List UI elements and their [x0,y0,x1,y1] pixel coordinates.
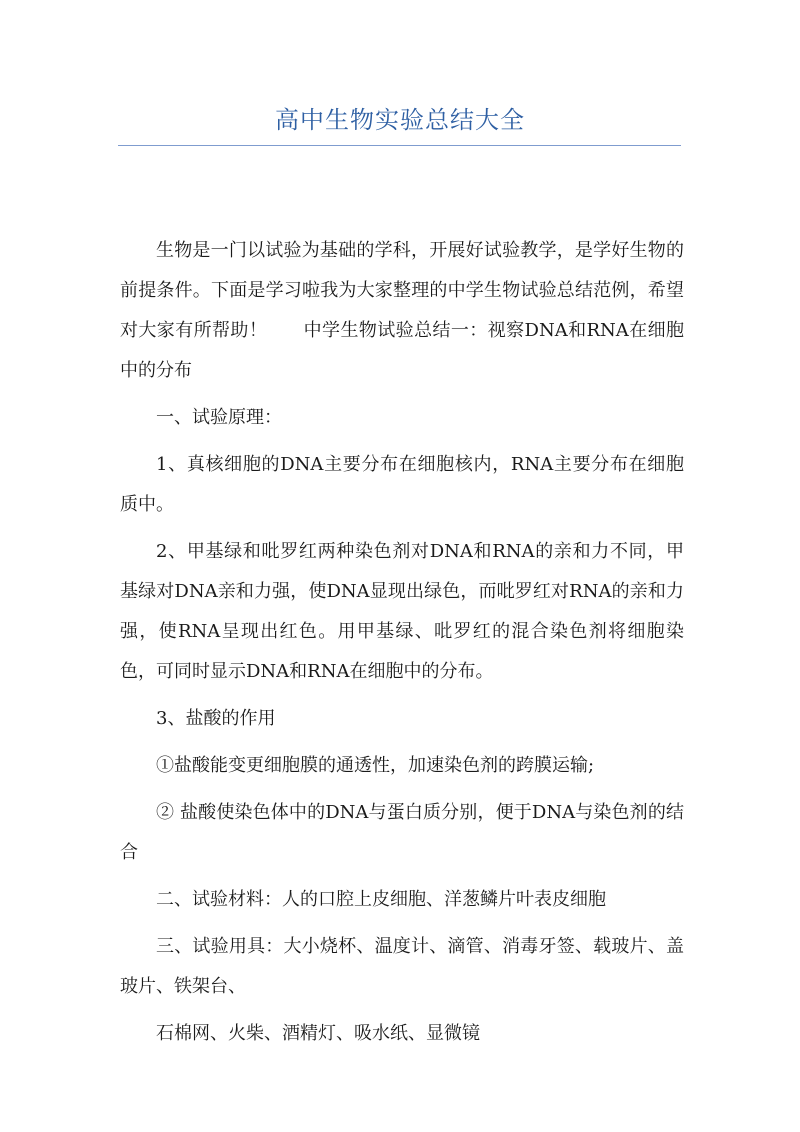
principle-1: 1、真核细胞的DNA主要分布在细胞核内，RNA主要分布在细胞质中。 [120,454,684,515]
section-equipment-continued: 石棉网、火柴、酒精灯、吸水纸、显微镜 [156,1023,480,1044]
section-heading-principle: 一、试验原理： [156,407,282,428]
principle-2: 2、甲基绿和吡罗红两种染色剂对DNA和RNA的亲和力不同，甲基绿对DNA亲和力强，使DNA显现出绿色，而吡罗红对RNA的亲和力强，使RNA呈现出红色。用甲基绿、吡罗红的混合染色剂将细胞染色，可同时显示DNA和RNA在细胞中的分布。 [120,541,684,682]
document-title: 高中生物实验总结大全 [275,106,525,134]
section-equipment: 三、试验用具：大小烧杯、温度计、滴管、消毒牙签、载玻片、盖玻片、铁架台、 [120,936,684,997]
intro-text: 生物是一门以试验为基础的学科，开展好试验教学，是学好生物的前提条件。下面是学习啦我为大家整理的中学生物试验总结范例，希望对大家有所帮助！ [120,240,684,341]
section-materials: 二、试验材料：人的口腔上皮细胞、洋葱鳞片叶表皮细胞 [156,889,606,910]
intro-paragraph [120,231,684,391]
document-body [120,231,684,1061]
hcl-point-2: ② 盐酸使染色体中的DNA与蛋白质分别，便于DNA与染色剂的结合 [120,802,684,863]
experiment-title: 中学生物试验总结一：视察DNA和RNA在细胞中的分布 [120,320,685,381]
hcl-point-1: ①盐酸能变更细胞膜的通透性，加速染色剂的跨膜运输; [156,755,595,776]
title-underline [118,145,681,146]
principle-3-heading: 3、盐酸的作用 [156,708,276,729]
